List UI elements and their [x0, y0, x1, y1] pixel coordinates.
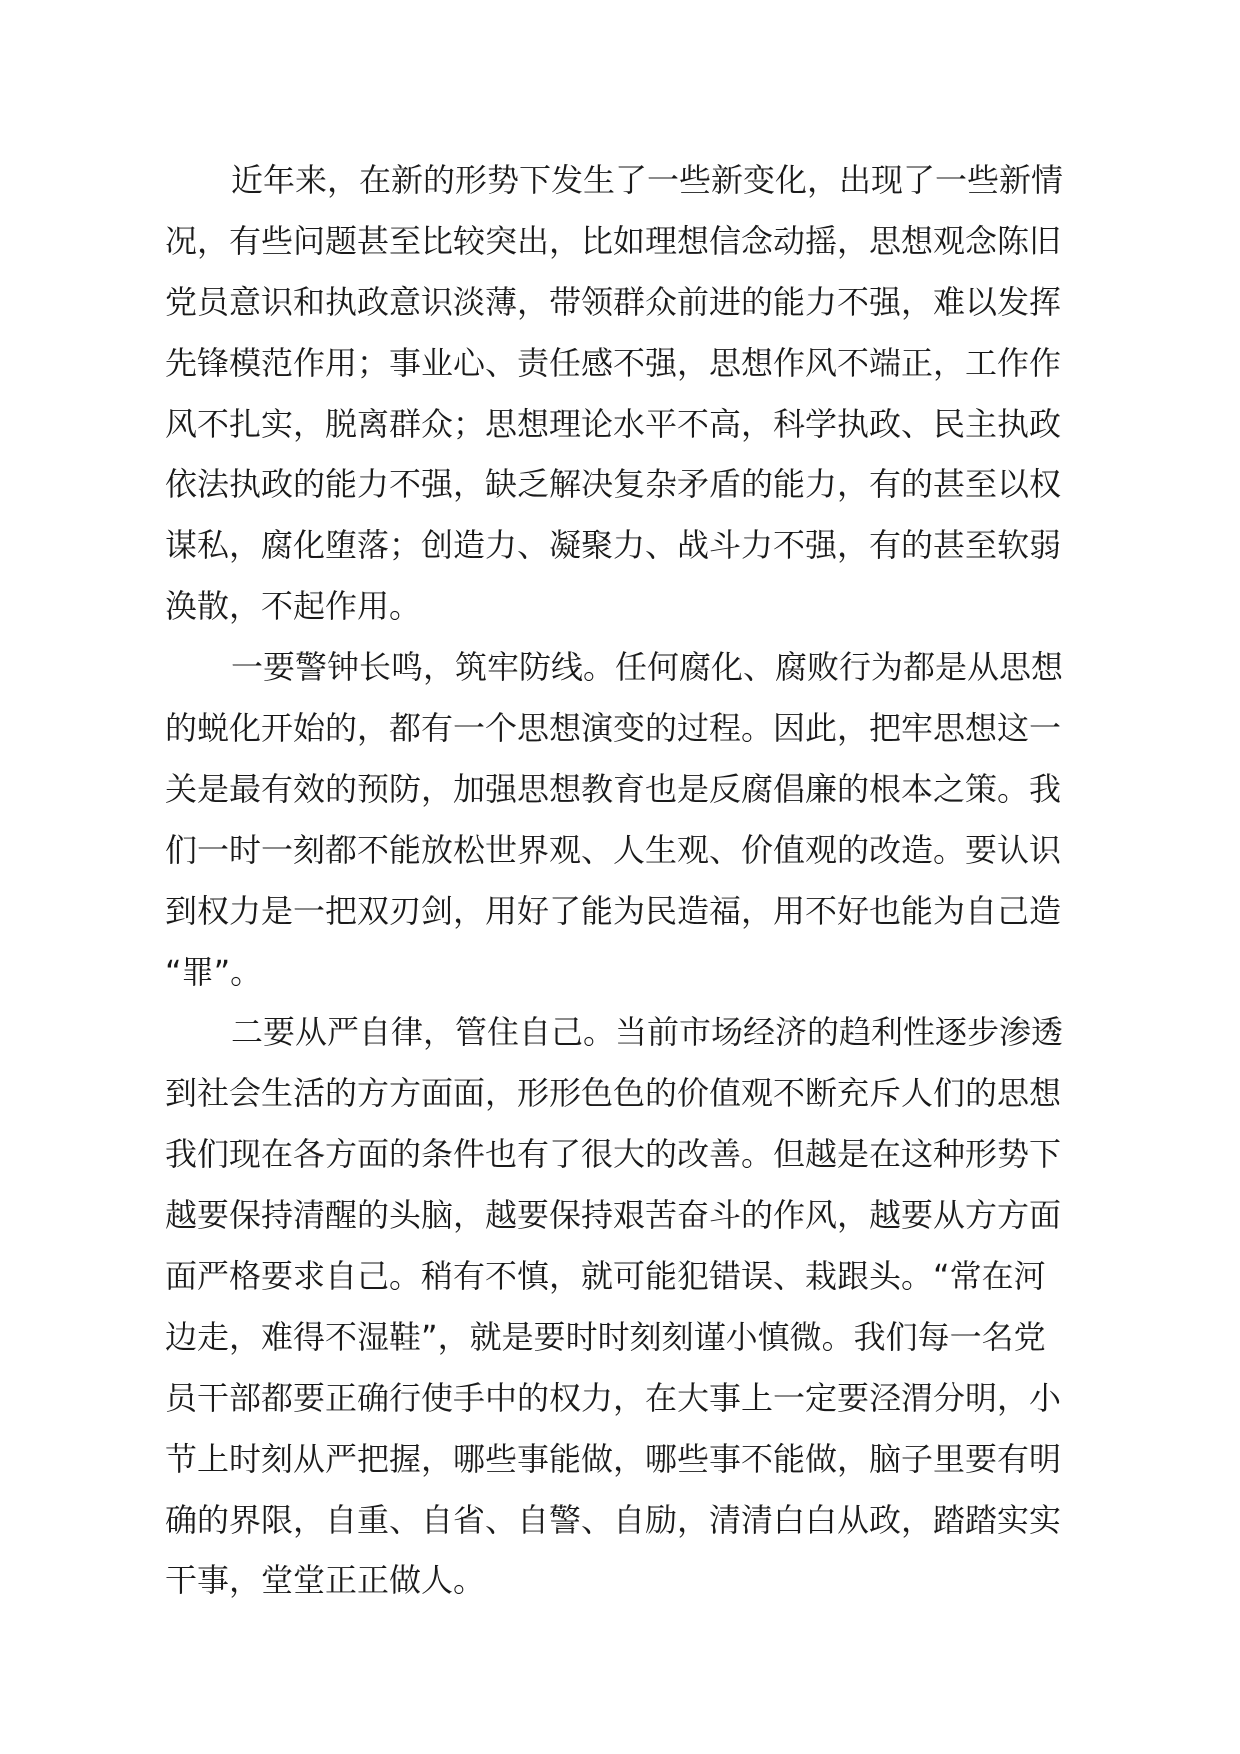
paragraph-2: [165, 637, 1105, 1002]
text-line: 况，有些问题甚至比较突出，比如理想信念动摇，思想观念陈旧: [165, 221, 1062, 260]
text-line: 依法执政的能力不强，缺乏解决复杂矛盾的能力，有的甚至以权: [165, 465, 1062, 504]
text-line: 到社会生活的方方面面，形形色色的价值观不断充斥人们的思想: [165, 1074, 1062, 1113]
text-line: 到权力是一把双刃剑，用好了能为民造福，用不好也能为自己造: [165, 891, 1062, 930]
document-body: [165, 150, 1105, 1611]
text-line: “罪”。: [165, 952, 263, 991]
text-line: 谋私，腐化堕落；创造力、凝聚力、战斗力不强，有的甚至软弱: [165, 526, 1062, 565]
text-line: 二要从严自律，管住自己。当前市场经济的趋利性逐步渗透: [231, 1013, 1064, 1052]
text-line: 党员意识和执政意识淡薄，带领群众前进的能力不强，难以发挥: [165, 282, 1062, 321]
text-line: 的蜕化开始的，都有一个思想演变的过程。因此，把牢思想这一: [165, 709, 1062, 748]
text-line: 涣散，不起作用。: [165, 587, 422, 626]
text-line: 员干部都要正确行使手中的权力，在大事上一定要泾渭分明，小: [165, 1378, 1062, 1417]
text-line: 风不扎实，脱离群众；思想理论水平不高，科学执政、民主执政: [165, 404, 1062, 443]
text-line: 一要警钟长鸣，筑牢防线。任何腐化、腐败行为都是从思想: [231, 648, 1064, 687]
text-line: 确的界限，自重、自省、自警、自励，清清白白从政，踏踏实实: [165, 1500, 1062, 1539]
text-line: 边走，难得不湿鞋”，就是要时时刻刻谨小慎微。我们每一名党: [165, 1317, 1046, 1356]
text-line: 们一时一刻都不能放松世界观、人生观、价值观的改造。要认识: [165, 830, 1062, 869]
text-line: 我们现在各方面的条件也有了很大的改善。但越是在这种形势下: [165, 1135, 1062, 1174]
text-line: 面严格要求自己。稍有不慎，就可能犯错误、栽跟头。“常在河: [165, 1257, 1046, 1296]
paragraph-1: [165, 150, 1105, 637]
text-line: 先锋模范作用；事业心、责任感不强，思想作风不端正，工作作: [165, 343, 1062, 382]
text-line: 关是最有效的预防，加强思想教育也是反腐倡廉的根本之策。我: [165, 769, 1062, 808]
paragraph-3: [165, 1002, 1105, 1611]
text-line: 越要保持清醒的头脑，越要保持艰苦奋斗的作风，越要从方方面: [165, 1196, 1062, 1235]
text-line: 干事，堂堂正正做人。: [165, 1561, 486, 1600]
text-line: 节上时刻从严把握，哪些事能做，哪些事不能做，脑子里要有明: [165, 1439, 1062, 1478]
text-line: 近年来，在新的形势下发生了一些新变化，出现了一些新情: [231, 161, 1064, 199]
